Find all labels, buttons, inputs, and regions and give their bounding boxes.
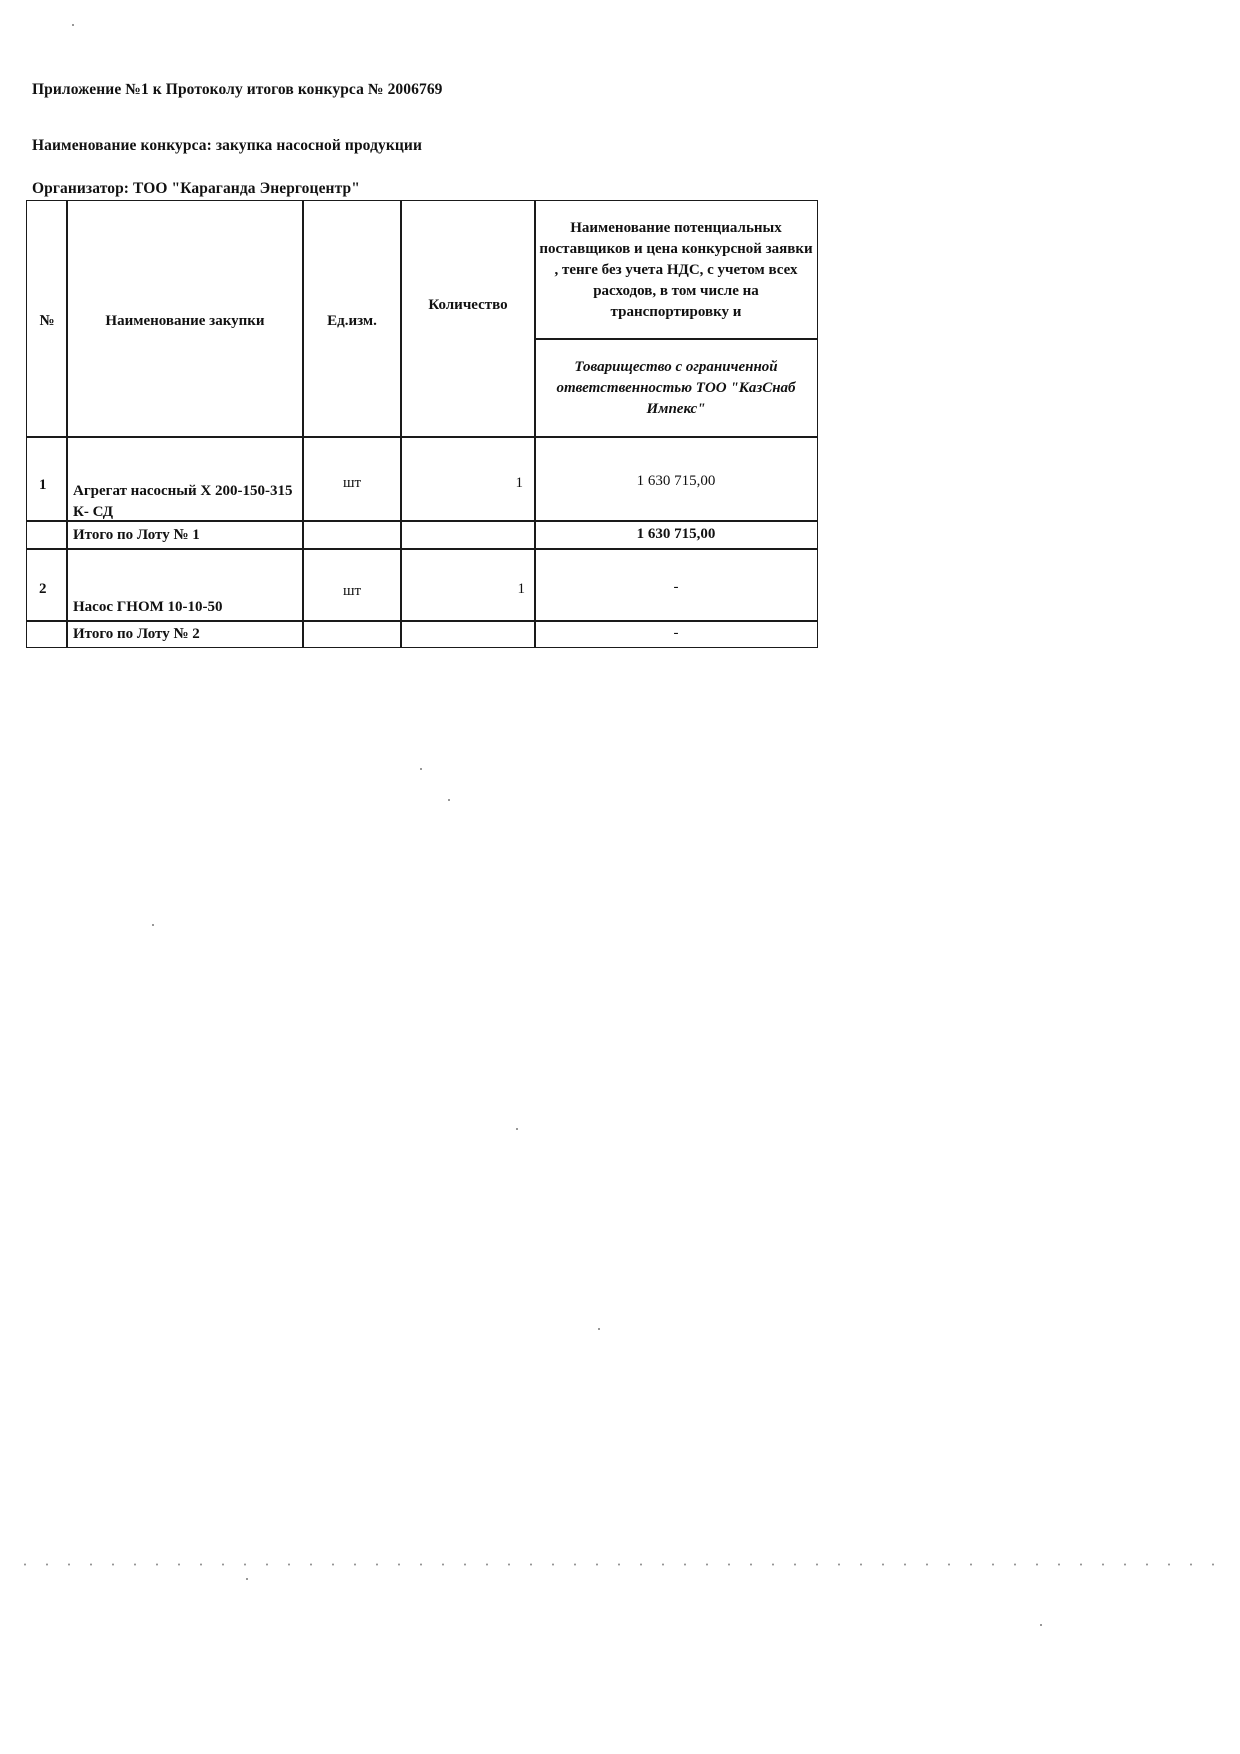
row-2-quantity: 1 [400, 548, 536, 622]
lot-2-total-empty-cell [26, 620, 68, 648]
header-unit: Ед.изм. [302, 200, 402, 438]
lot-2-total-empty-cell [302, 620, 402, 648]
row-1-unit: шт [302, 436, 402, 522]
scan-speck [516, 1128, 518, 1130]
lot-1-total-empty-cell [400, 520, 536, 550]
organizer-heading: Организатор: ТОО "Караганда Энергоцентр" [32, 180, 360, 197]
row-1-price: 1 630 715,00 [534, 436, 818, 522]
header-supplier-name: Товарищество с ограниченной ответственностью ТОО "КазСнаб Импекс" [534, 338, 818, 438]
row-2-price: - [534, 548, 818, 622]
scan-speck [1040, 1624, 1042, 1626]
row-1-quantity: 1 [400, 436, 536, 522]
lot-2-total-price: - [534, 620, 818, 648]
row-2-item-name: Насос ГНОМ 10-10-50 [66, 548, 304, 622]
scan-artifact-dotted-line [14, 1563, 1230, 1566]
header-supplier-price: Наименование потенциальных поставщиков и цена конкурсной заявки , тенге без учета НДС, с учетом всех расходов, в том числе на транспортировку и [534, 200, 818, 340]
row-1-item-name: Агрегат насосный Х 200-150-315 К- СД [66, 436, 304, 522]
scan-speck [598, 1328, 600, 1330]
scan-speck [448, 799, 450, 801]
row-1-number: 1 [26, 436, 68, 522]
row-2-number: 2 [26, 548, 68, 622]
results-table [26, 200, 818, 648]
lot-2-total-label: Итого по Лоту № 2 [66, 620, 304, 648]
scan-speck [420, 768, 422, 770]
lot-1-total-price: 1 630 715,00 [534, 520, 818, 550]
lot-1-total-empty-cell [26, 520, 68, 550]
lot-1-total-empty-cell [302, 520, 402, 550]
scan-speck [72, 24, 74, 26]
scan-speck [246, 1578, 248, 1580]
lot-1-total-label: Итого по Лоту № 1 [66, 520, 304, 550]
contest-name-heading: Наименование конкурса: закупка насосной продукции [32, 137, 422, 154]
header-item-name: Наименование закупки [66, 200, 304, 438]
scan-speck [152, 924, 154, 926]
row-2-unit: шт [302, 548, 402, 622]
header-number: № [26, 200, 68, 438]
appendix-heading: Приложение №1 к Протоколу итогов конкурса № 2006769 [32, 81, 443, 98]
lot-2-total-empty-cell [400, 620, 536, 648]
header-quantity: Количество [400, 200, 536, 438]
